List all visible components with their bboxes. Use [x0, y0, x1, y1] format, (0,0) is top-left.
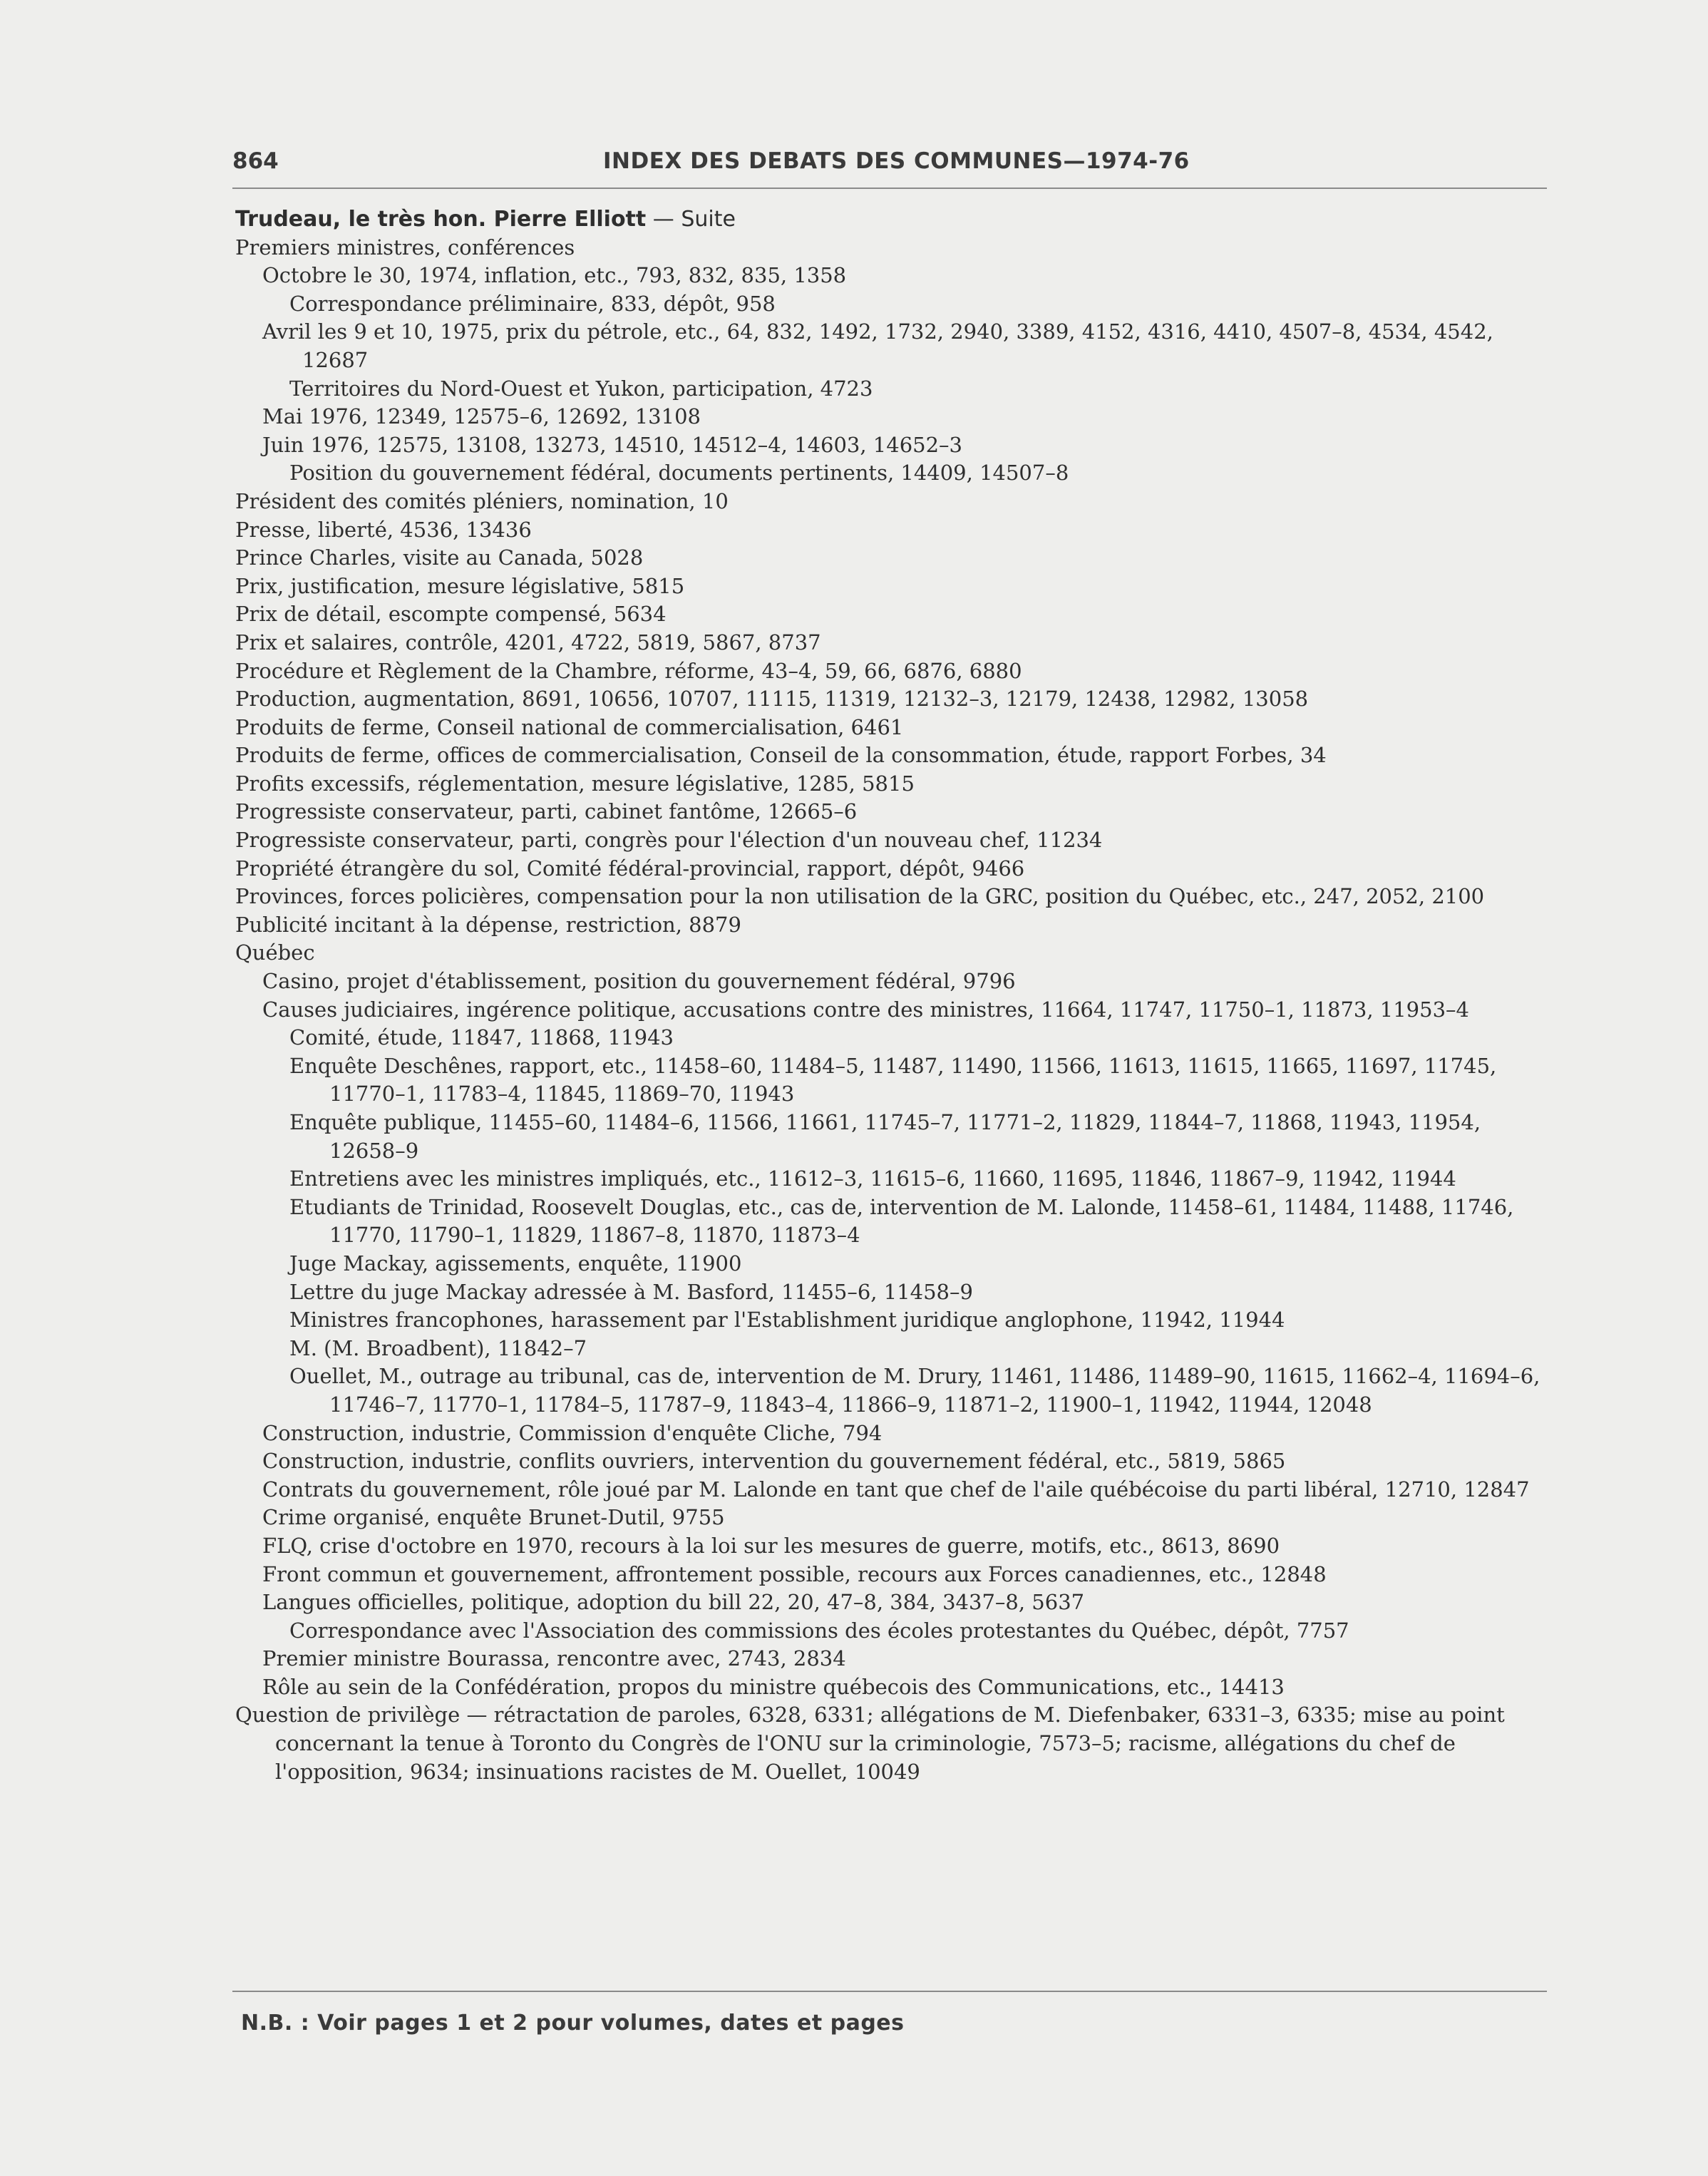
index-entry: Progressiste conservateur, parti, congrès pour l'élection d'un nouveau chef, 11234 [235, 828, 1103, 853]
index-entry: Ouellet, M., outrage au tribunal, cas de, intervention de M. Drury, 11461, 11486, 11489–90, 11615, 11662–4, 11694–6, 11746–7, 11770–1, 11784–5, 11787–9, 11843–4, 11866–9, 11871–2, 11900–1, 11942, 11944, 12048 [289, 1364, 1540, 1417]
index-entry: Comité, étude, 11847, 11868, 11943 [289, 1025, 674, 1050]
index-entry: Premier ministre Bourassa, rencontre avec, 2743, 2834 [262, 1646, 846, 1671]
running-title: INDEX DES DEBATS DES COMMUNES—1974-76 [603, 148, 1190, 174]
footer-note: N.B. : Voir pages 1 et 2 pour volumes, dates et pages [241, 2011, 905, 2036]
index-entry: Ministres francophones, harassement par l'Establishment juridique anglophone, 11942, 11944 [289, 1308, 1285, 1333]
index-entry: Juin 1976, 12575, 13108, 13273, 14510, 14512–4, 14603, 14652–3 [262, 432, 963, 457]
index-entry: Enquête Deschênes, rapport, etc., 11458–60, 11484–5, 11487, 11490, 11566, 11613, 11615, 11665, 11697, 11745, 11770–1, 11783–4, 11845, 11869–70, 11943 [289, 1053, 1497, 1107]
index-entry: Correspondance avec l'Association des commissions des écoles protestantes du Québec, dépôt, 7757 [289, 1618, 1349, 1643]
index-entry: Publicité incitant à la dépense, restriction, 8879 [235, 912, 741, 937]
index-entry: Presse, liberté, 4536, 13436 [235, 517, 532, 542]
index-entry: Mai 1976, 12349, 12575–6, 12692, 13108 [262, 404, 701, 429]
header-rule [232, 188, 1547, 189]
index-entry: Procédure et Règlement de la Chambre, réforme, 43–4, 59, 66, 6876, 6880 [235, 658, 1022, 683]
index-entry: Construction, industrie, conflits ouvriers, intervention du gouvernement fédéral, etc., 5819, 5865 [262, 1449, 1286, 1474]
index-entry: Québec [235, 940, 315, 965]
index-entry: Provinces, forces policières, compensation pour la non utilisation de la GRC, position du Québec, etc., 247, 2052, 2100 [235, 884, 1485, 909]
index-entries [235, 205, 1561, 1786]
index-entry: Progressiste conservateur, parti, cabinet fantôme, 12665–6 [235, 799, 858, 824]
index-entry: Langues officielles, politique, adoption du bill 22, 20, 47–8, 384, 3437–8, 5637 [262, 1590, 1085, 1615]
index-entry: Enquête publique, 11455–60, 11484–6, 11566, 11661, 11745–7, 11771–2, 11829, 11844–7, 11868, 11943, 11954, 12658–9 [289, 1110, 1481, 1163]
index-entry: Causes judiciaires, ingérence politique, accusations contre des ministres, 11664, 11747, 11750–1, 11873, 11953–4 [262, 997, 1469, 1022]
index-entry: Etudiants de Trinidad, Roosevelt Douglas, etc., cas de, intervention de M. Lalonde, 11458–61, 11484, 11488, 11746, 11770, 11790–1, 11829, 11867–8, 11870, 11873–4 [289, 1194, 1514, 1248]
index-entry: Lettre du juge Mackay adressée à M. Basford, 11455–6, 11458–9 [289, 1279, 973, 1304]
index-entry: Président des comités pléniers, nomination, 10 [235, 488, 729, 513]
index-heading [235, 205, 1561, 234]
index-entry: Crime organisé, enquête Brunet-Dutil, 9755 [262, 1505, 725, 1530]
index-entry: Construction, industrie, Commission d'enquête Cliche, 794 [262, 1420, 883, 1445]
page-number: 864 [232, 148, 279, 174]
footer-rule [232, 1991, 1547, 1992]
index-entry: Correspondance préliminaire, 833, dépôt, 958 [289, 291, 776, 316]
index-entry: Prix et salaires, contrôle, 4201, 4722, 5819, 5867, 8737 [235, 630, 821, 655]
index-entry: Prince Charles, visite au Canada, 5028 [235, 545, 644, 570]
index-entry: Octobre le 30, 1974, inflation, etc., 793, 832, 835, 1358 [262, 263, 847, 288]
index-entry: Production, augmentation, 8691, 10656, 10707, 11115, 11319, 12132–3, 12179, 12438, 12982, 13058 [235, 687, 1309, 712]
index-entry: Front commun et gouvernement, affrontement possible, recours aux Forces canadiennes, etc., 12848 [262, 1561, 1327, 1586]
index-entry: Prix, justification, mesure législative, 5815 [235, 573, 685, 598]
page-header [232, 144, 1547, 183]
index-entry: Casino, projet d'établissement, position du gouvernement fédéral, 9796 [262, 969, 1016, 994]
index-entry: Juge Mackay, agissements, enquête, 11900 [289, 1251, 742, 1276]
index-entry: Position du gouvernement fédéral, documents pertinents, 14409, 14507–8 [289, 461, 1069, 486]
index-entry: Avril les 9 et 10, 1975, prix du pétrole, etc., 64, 832, 1492, 1732, 2940, 3389, 4152, 4316, 4410, 4507–8, 4534, 4542, 12687 [262, 319, 1493, 372]
index-entry: Contrats du gouvernement, rôle joué par M. Lalonde en tant que chef de l'aile québécoise du parti libéral, 12710, 12847 [262, 1477, 1530, 1502]
heading-continued: — Suite [646, 207, 736, 232]
index-entry: Propriété étrangère du sol, Comité fédéral-provincial, rapport, dépôt, 9466 [235, 856, 1025, 881]
index-entry: Rôle au sein de la Confédération, propos du ministre québecois des Communications, etc., 14413 [262, 1674, 1285, 1699]
index-entry: Question de privilège — rétractation de paroles, 6328, 6331; allégations de M. Diefenbaker, 6331–3, 6335; mise au point concernant la tenue à Toronto du Congrès de l'ONU sur la criminologie, 7573–5; racisme, allégations du chef de l'opposition, 9634; insinuations racistes de M. Ouellet, 10049 [235, 1703, 1505, 1784]
heading-name: Trudeau, le très hon. Pierre Elliott [235, 207, 647, 232]
index-entry: Territoires du Nord-Ouest et Yukon, participation, 4723 [289, 376, 873, 401]
index-entry: M. (M. Broadbent), 11842–7 [289, 1335, 587, 1360]
index-entry: Produits de ferme, offices de commercialisation, Conseil de la consommation, étude, rapport Forbes, 34 [235, 743, 1327, 768]
index-entry: Produits de ferme, Conseil national de commercialisation, 6461 [235, 714, 904, 739]
index-entry: Premiers ministres, conférences [235, 235, 575, 260]
index-entry: Prix de détail, escompte compensé, 5634 [235, 602, 667, 627]
index-entry: Entretiens avec les ministres impliqués, etc., 11612–3, 11615–6, 11660, 11695, 11846, 11867–9, 11942, 11944 [289, 1166, 1456, 1191]
index-entry: FLQ, crise d'octobre en 1970, recours à la loi sur les mesures de guerre, motifs, etc., 8613, 8690 [262, 1533, 1280, 1558]
index-entry: Profits excessifs, réglementation, mesure législative, 1285, 5815 [235, 771, 915, 796]
